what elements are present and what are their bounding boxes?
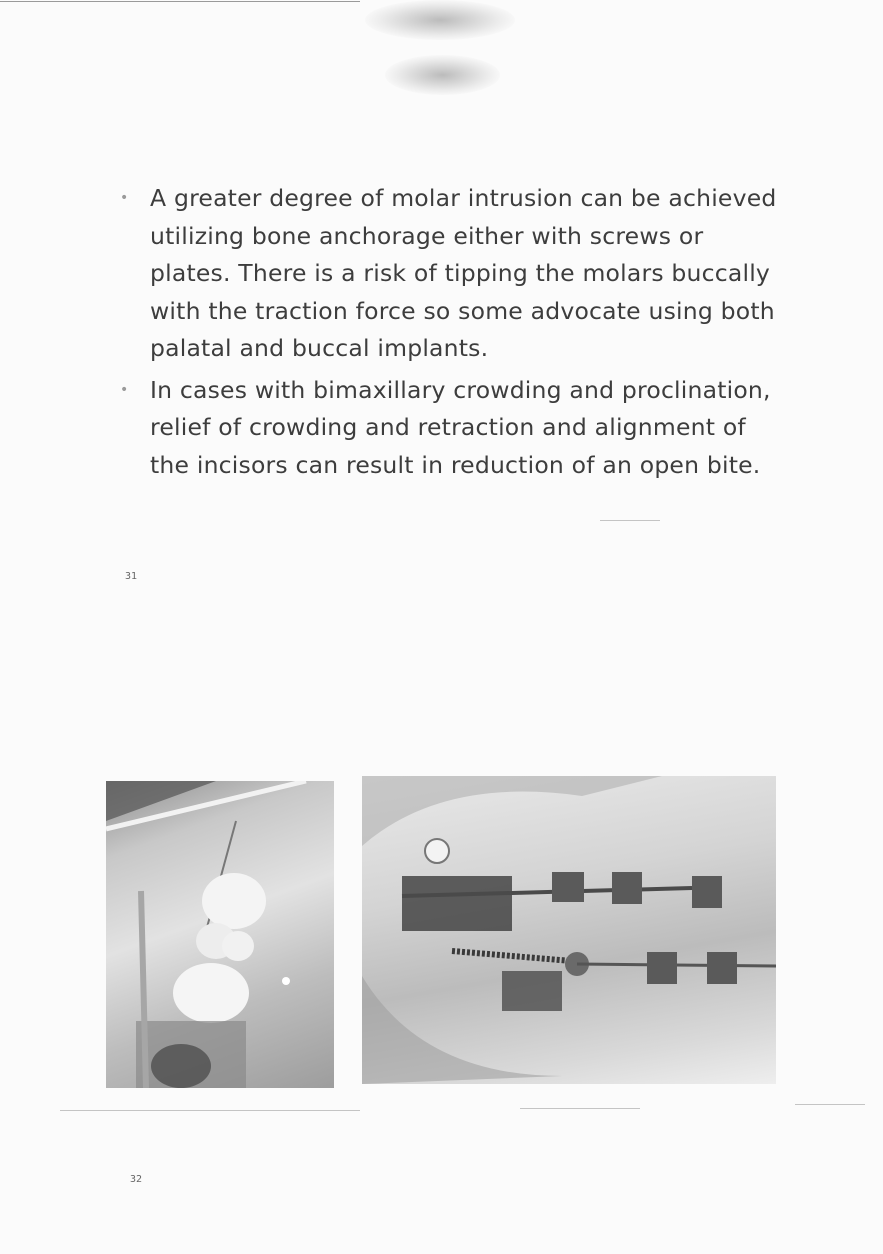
bullet-item-molar-intrusion [118, 180, 778, 368]
palatal-implant-photo [106, 781, 334, 1088]
bullet-text: In cases with bimaxillary crowding and proclination, relief of crowding and retraction and alignment of the incisors can result in reduction of an open bite. [150, 375, 771, 479]
scan-dash-line [795, 1104, 865, 1105]
page-number-32: 32 [130, 1174, 143, 1185]
bullet-text: A greater degree of molar intrusion can be achieved utilizing bone anchorage either with screws or plates. There is a risk of tipping the molars buccally with the traction force so some advocate using both palatal and buccal implants. [150, 184, 777, 362]
bullet-item-bimaxillary-crowding [118, 372, 778, 485]
scan-dash-line [520, 1108, 640, 1109]
page-edge-line [0, 1, 360, 2]
scan-smudge-mid [385, 55, 500, 95]
scan-dash-line [60, 1110, 360, 1111]
bullet-marker: • [120, 381, 129, 398]
scan-smudge-top [365, 0, 515, 40]
page-number-31: 31 [125, 571, 138, 582]
bullet-marker: • [120, 190, 129, 206]
scan-dash-line [600, 520, 660, 521]
buccal-implant-image [362, 776, 776, 1084]
buccal-implant-photo [362, 776, 776, 1084]
slide-31-content [118, 180, 778, 484]
palatal-implant-image [106, 781, 334, 1088]
